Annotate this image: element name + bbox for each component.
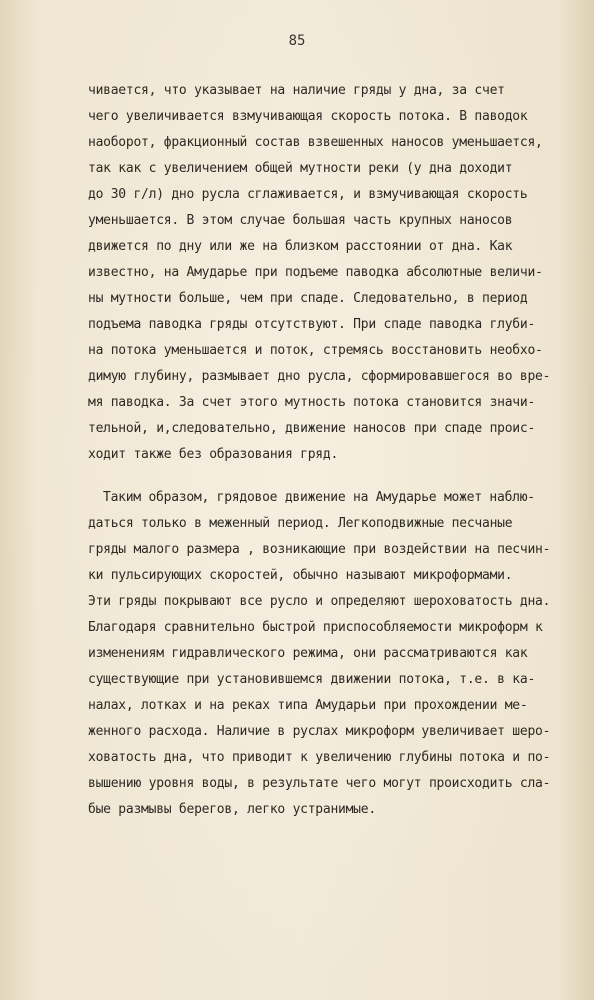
text-line: вышению уровня воды, в результате чего могут происходить сла-: [88, 776, 551, 791]
text-line: димую глубину, размывает дно русла, сформировавшегося во вре-: [88, 369, 551, 384]
text-line: так как с увеличением общей мутности реки (у дна доходит: [88, 161, 513, 176]
text-line: Таким образом, грядовое движение на Амударье может наблю-: [103, 490, 535, 505]
text-line: существующие при установившемся движении потока, т.е. в ка-: [88, 672, 536, 687]
text-line: известно, на Амударье при подъеме паводка абсолютные величи-: [88, 265, 543, 280]
text-line: чего увеличивается взмучивающая скорость потока. В паводок: [88, 109, 528, 124]
text-line: гряды малого размера , возникающие при воздействии на песчин-: [88, 542, 551, 557]
text-line: подъема паводка гряды отсутствуют. При спаде паводка глуби-: [88, 317, 536, 332]
text-line: бые размывы берегов, легко устранимые.: [88, 802, 376, 817]
text-line: движется по дну или же на близком расстоянии от дна. Как: [88, 239, 513, 254]
text-line: до 30 г/л) дно русла сглаживается, и взмучивающая скорость: [88, 187, 528, 202]
text-line: ховатость дна, что приводит к увеличению глубины потока и по-: [88, 750, 551, 765]
text-line: ходит также без образования гряд.: [88, 447, 339, 462]
text-line: мя паводка. За счет этого мутность потока становится значи-: [88, 395, 536, 410]
text-line: женного расхода. Наличие в руслах микроформ увеличивает шеро-: [88, 724, 551, 739]
text-line: налах, лотках и на реках типа Амударьи при прохождении ме-: [88, 698, 528, 713]
text-line: наоборот, фракционный состав взвешенных наносов уменьшается,: [88, 135, 543, 150]
text-line: уменьшается. В этом случае большая часть крупных наносов: [88, 213, 513, 228]
text-line: изменениям гидравлического режима, они рассматриваются как: [88, 646, 528, 661]
text-line: Благодаря сравнительно быстрой приспособляемости микроформ к: [88, 620, 543, 635]
page-number: 85: [288, 33, 306, 49]
text-line: ны мутности больше, чем при спаде. Следовательно, в период: [88, 291, 528, 306]
text-line: на потока уменьшается и поток, стремясь восстановить необхо-: [88, 343, 543, 358]
text-line: ки пульсирующих скоростей, обычно называют микроформами.: [88, 568, 513, 583]
text-line: даться только в меженный период. Легкоподвижные песчаные: [88, 516, 513, 531]
text-line: Эти гряды покрывают все русло и определяют шероховатость дна.: [88, 594, 551, 609]
text-line: тельной, и,следовательно, движение наносов при спаде проис-: [88, 421, 536, 436]
text-line: чивается, что указывает на наличие гряды у дна, за счет: [88, 83, 505, 98]
